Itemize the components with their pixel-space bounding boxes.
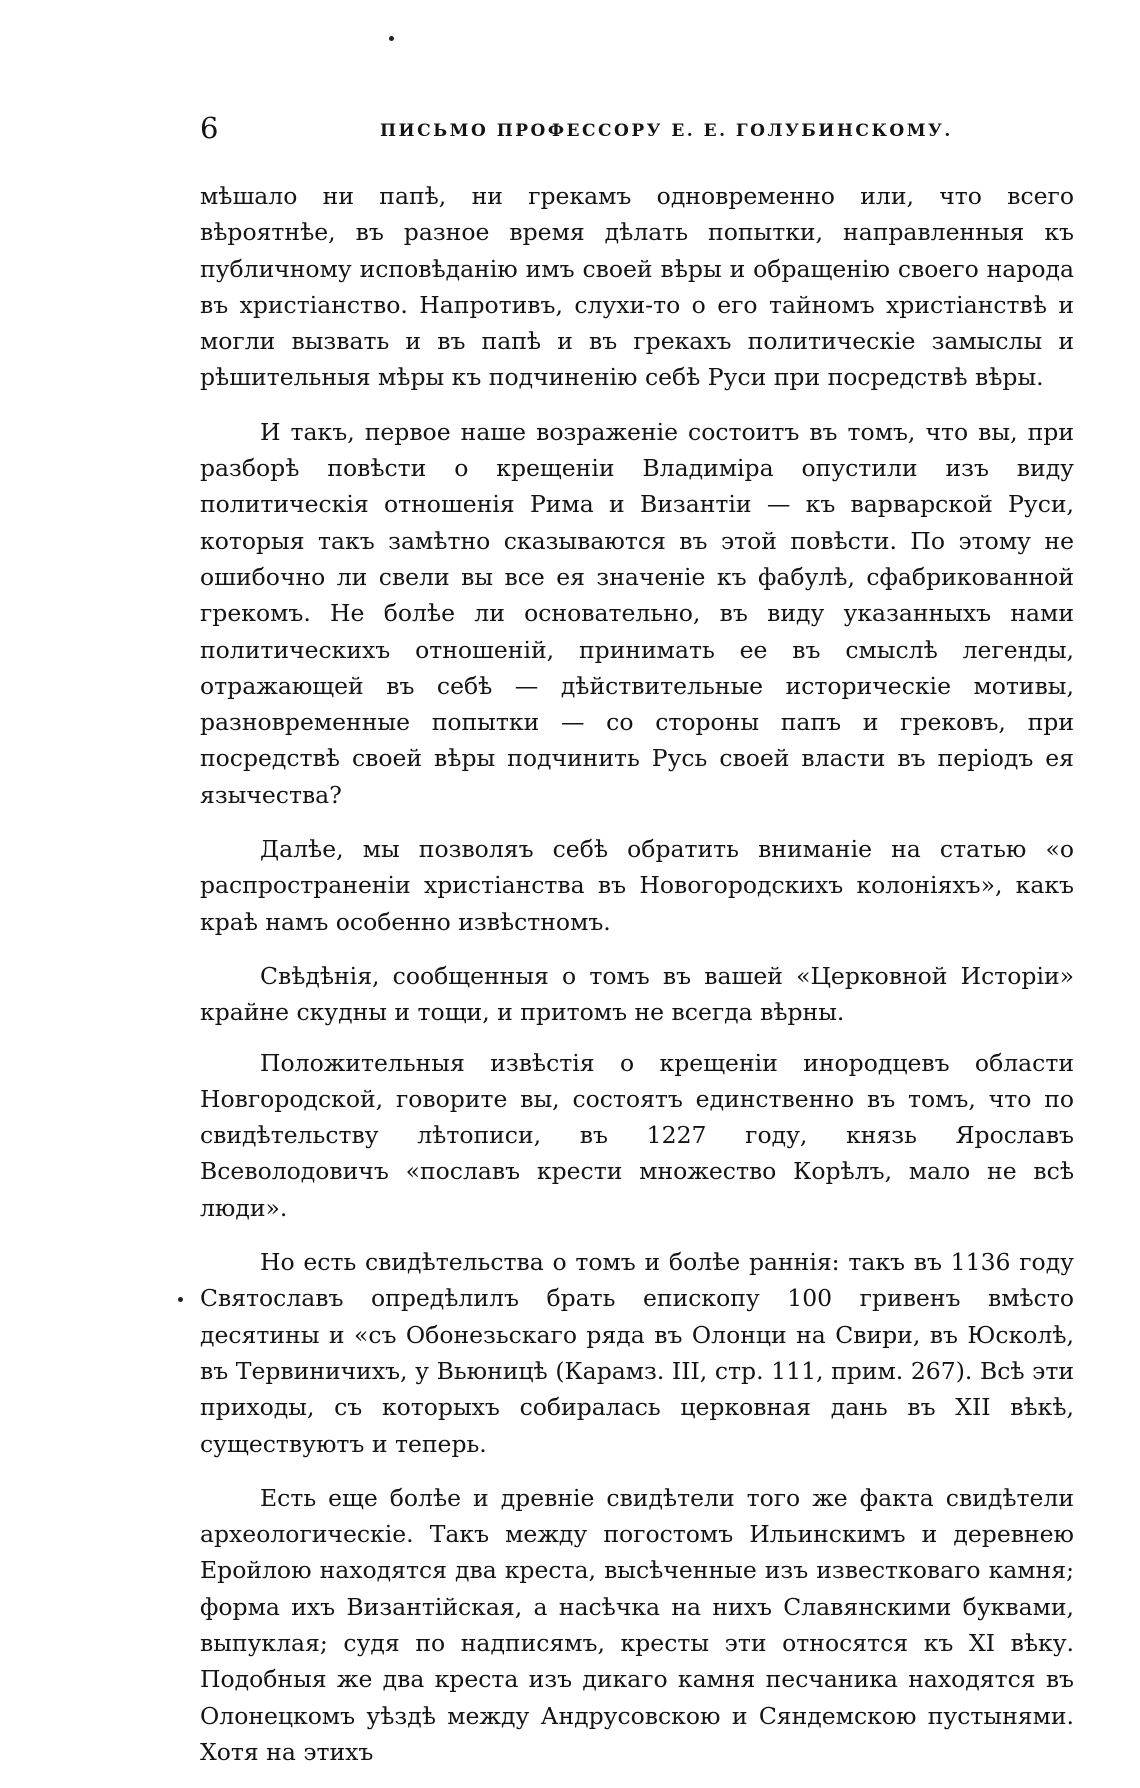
body-text xyxy=(200,178,1074,1788)
page-number: 6 xyxy=(200,111,219,145)
paragraph-3: Далѣе, мы позволяъ себѣ обратить вниманіе на статью «о распространеніи христіанства въ Новогородскихъ колоніяхъ», какъ краѣ намъ особенно извѣстномъ. xyxy=(200,835,1074,936)
paragraph-6: Но есть свидѣтельства о томъ и болѣе раннія: такъ въ 1136 году Святославъ опредѣлилъ брать епископу 100 гривенъ вмѣсто десятины и «съ Обонезьскаго ряда въ Олонци на Свири, въ Юсколѣ, въ Тервиничихъ, у Вьюницѣ (Карамз. III, стр. 111, прим. 267). Всѣ эти приходы, съ которыхъ собиралась церковная дань въ XII вѣкѣ, существуютъ и теперь. xyxy=(200,1248,1074,1458)
paragraph-4: Свѣдѣнія, сообщенныя о томъ въ вашей «Церковной Исторіи» крайне скудны и тощи, и притомъ не всегда вѣрны. xyxy=(200,961,1074,1027)
page-header xyxy=(200,112,1080,152)
paragraph-2: И такъ, первое наше возраженіе состоитъ въ томъ, что вы, при разборѣ повѣсти о крещеніи Владиміра опустили изъ виду политическія отношенія Рима и Византіи — къ варварской Руси, которыя такъ замѣтно сказываются въ этой повѣсти. По этому не ошибочно ли свели вы все ея значеніе къ фабулѣ, сфабрикованной грекомъ. Не болѣе ли основательно, въ виду указанныхъ нами политическихъ отношеній, принимать ее въ смыслѣ легенды, отражающей въ себѣ — дѣйствительные историческіе мотивы, разновременные попытки — со стороны папъ и грековъ, при посредствѣ своей вѣры подчинить Русь своей власти въ періодъ ея язычества? xyxy=(200,417,1074,809)
speck xyxy=(178,1297,183,1302)
speck xyxy=(389,36,394,41)
paragraph-5: Положительныя извѣстія о крещеніи инородцевъ области Новгородской, говорите вы, состоятъ единственно въ томъ, что по свидѣтельству лѣтописи, въ 1227 году, князь Ярославъ Всеволодовичъ «пославъ крести множество Корѣлъ, мало не всѣ люди». xyxy=(200,1048,1074,1222)
paragraph-7: Есть еще болѣе и древніе свидѣтели того же факта свидѣтели археологическіе. Такъ между погостомъ Ильинскимъ и деревнею Еройлою находятся два креста, высѣченные изъ известковаго камня; форма ихъ Византійская, а насѣчка на нихъ Славянскими буквами, выпуклая; судя по надписямъ, кресты эти относятся къ XI вѣку. Подобныя же два креста изъ дикаго камня песчаника находятся въ Олонецкомъ уѣздѣ между Андрусовскою и Сяндемскою пустынями. Хотя на этихъ xyxy=(200,1483,1074,1766)
running-title: ПИСЬМО ПРОФЕССОРУ Е. Е. ГОЛУБИНСКОМУ. xyxy=(380,121,953,141)
paragraph-1: мѣшало ни папѣ, ни грекамъ одновременно или, что всего вѣроятнѣе, въ разное время дѣлать попытки, направленныя къ публичному исповѣданію имъ своей вѣры и обращенію своего народа въ христіанство. Напротивъ, слухи-то о его тайномъ христіанствѣ и могли вызвать и въ папѣ и въ грекахъ политическіе замыслы и рѣшительныя мѣры къ подчиненію себѣ Руси при посредствѣ вѣры. xyxy=(200,182,1074,392)
